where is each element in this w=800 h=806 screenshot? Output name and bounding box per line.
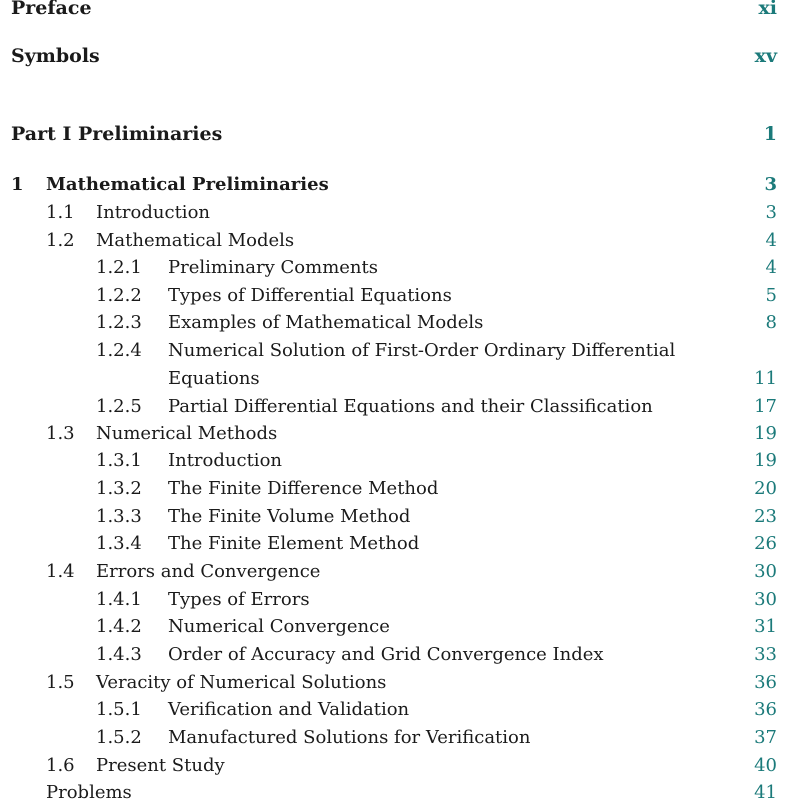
toc-entry-number: 1.5.1	[96, 699, 142, 720]
toc-entry-title: Problems	[46, 782, 132, 803]
toc-entry-number: 1.2.5	[96, 396, 142, 417]
toc-entry-title: Partial Differential Equations and their Classification	[168, 396, 653, 417]
toc-page-number[interactable]: 30	[754, 561, 777, 582]
toc-entry-1-2-4-continued[interactable]	[0, 366, 800, 392]
toc-entry-chapter-1[interactable]	[0, 172, 800, 198]
toc-entry-1-2-3[interactable]	[0, 310, 800, 336]
toc-entry-1-3[interactable]	[0, 421, 800, 447]
toc-entry-symbols[interactable]	[0, 43, 800, 69]
toc-entry-number: 1.6	[46, 755, 75, 776]
toc-entry-number: 1.3.3	[96, 506, 142, 527]
toc-page-number[interactable]: 26	[754, 533, 777, 554]
toc-entry-title: Numerical Convergence	[168, 616, 390, 637]
toc-page-number[interactable]: 41	[754, 782, 777, 803]
toc-entry-1-5-2[interactable]	[0, 725, 800, 751]
toc-entry-title-continued: Equations	[168, 368, 260, 389]
toc-page-number[interactable]: 17	[754, 396, 777, 417]
toc-entry-number: 1.2.2	[96, 285, 142, 306]
toc-entry-number: 1.2	[46, 230, 75, 251]
toc-page-number[interactable]: 31	[754, 616, 777, 637]
toc-page-number[interactable]: 36	[754, 672, 777, 693]
toc-entry-title: Verification and Validation	[168, 699, 410, 720]
toc-page-number[interactable]: xv	[754, 45, 777, 67]
toc-entry-1-4-2[interactable]	[0, 614, 800, 640]
toc-entry-part-1[interactable]	[0, 121, 800, 147]
toc-entry-title: Veracity of Numerical Solutions	[96, 672, 387, 693]
toc-entry-1-2-2[interactable]	[0, 283, 800, 309]
toc-page-number[interactable]: 4	[765, 257, 777, 278]
toc-entry-title: Numerical Methods	[96, 423, 278, 444]
toc-page-number[interactable]: 30	[754, 589, 777, 610]
toc-entry-title: Mathematical Models	[96, 230, 295, 251]
toc-entry-title: The Finite Volume Method	[168, 506, 411, 527]
toc-entry-number: 1	[11, 174, 24, 195]
toc-entry-number: 1.2.4	[96, 340, 142, 361]
toc-entry-1-5-1[interactable]	[0, 697, 800, 723]
toc-entry-1-3-3[interactable]	[0, 504, 800, 530]
toc-entry-1-5[interactable]	[0, 670, 800, 696]
toc-entry-title: Errors and Convergence	[96, 561, 321, 582]
toc-entry-title: Present Study	[96, 755, 225, 776]
toc-entry-title: Introduction	[168, 450, 282, 471]
toc-entry-problems[interactable]	[0, 780, 800, 806]
toc-page-number[interactable]: 3	[765, 202, 777, 223]
toc-entry-number: 1.4.2	[96, 616, 142, 637]
toc-entry-1-2-1[interactable]	[0, 255, 800, 281]
toc-entry-number: 1.3.4	[96, 533, 142, 554]
toc-page-number[interactable]: 40	[754, 755, 777, 776]
toc-entry-title: Manufactured Solutions for Verification	[168, 727, 531, 748]
toc-entry-title: Types of Errors	[168, 589, 310, 610]
toc-page-number[interactable]: 37	[754, 727, 777, 748]
toc-entry-number: 1.1	[46, 202, 75, 223]
toc-entry-number: 1.4	[46, 561, 75, 582]
toc-entry-number: 1.4.1	[96, 589, 142, 610]
toc-entry-number: 1.2.1	[96, 257, 142, 278]
toc-entry-1-3-2[interactable]	[0, 476, 800, 502]
toc-page-number[interactable]: xi	[758, 0, 777, 19]
toc-page-number[interactable]: 3	[764, 174, 777, 195]
toc-entry-1-4[interactable]	[0, 559, 800, 585]
toc-entry-title: Examples of Mathematical Models	[168, 312, 484, 333]
toc-entry-title: Preliminary Comments	[168, 257, 378, 278]
toc-entry-1-4-3[interactable]	[0, 642, 800, 668]
toc-entry-title: Part I Preliminaries	[11, 123, 223, 145]
toc-entry-1-1[interactable]	[0, 200, 800, 226]
toc-entry-title: Preface	[11, 0, 92, 19]
toc-entry-number: 1.2.3	[96, 312, 142, 333]
toc-entry-number: 1.3	[46, 423, 75, 444]
toc-entry-1-4-1[interactable]	[0, 587, 800, 613]
toc-entry-number: 1.5	[46, 672, 75, 693]
toc-page-number[interactable]: 20	[754, 478, 777, 499]
toc-entry-title: The Finite Difference Method	[168, 478, 439, 499]
toc-entry-1-2-5[interactable]	[0, 394, 800, 420]
toc-entry-1-2[interactable]	[0, 228, 800, 254]
toc-entry-number: 1.4.3	[96, 644, 142, 665]
toc-entry-title: Introduction	[96, 202, 210, 223]
toc-page-number[interactable]: 23	[754, 506, 777, 527]
toc-entry-title: Mathematical Preliminaries	[46, 174, 329, 195]
toc-entry-preface[interactable]	[0, 0, 800, 21]
toc-page-number[interactable]: 33	[754, 644, 777, 665]
toc-page-number[interactable]: 4	[765, 230, 777, 251]
toc-entry-title: Numerical Solution of First-Order Ordinary Differential	[168, 340, 676, 361]
toc-entry-title: Symbols	[11, 45, 100, 67]
toc-entry-title: Types of Differential Equations	[168, 285, 452, 306]
toc-page-number[interactable]: 5	[765, 285, 777, 306]
toc-page-number[interactable]: 11	[754, 368, 777, 389]
toc-page-number[interactable]: 19	[754, 450, 777, 471]
toc-entry-title: The Finite Element Method	[168, 533, 420, 554]
toc-page-number[interactable]: 19	[754, 423, 777, 444]
toc-entry-1-6[interactable]	[0, 753, 800, 779]
toc-entry-number: 1.5.2	[96, 727, 142, 748]
toc-page-number[interactable]: 36	[754, 699, 777, 720]
toc-entry-number: 1.3.2	[96, 478, 142, 499]
toc-page-number[interactable]: 1	[763, 123, 777, 145]
toc-entry-1-2-4[interactable]	[0, 338, 800, 364]
toc-entry-1-3-1[interactable]	[0, 448, 800, 474]
toc-page-number[interactable]: 8	[765, 312, 777, 333]
toc-entry-1-3-4[interactable]	[0, 531, 800, 557]
toc-entry-number: 1.3.1	[96, 450, 142, 471]
toc-entry-title: Order of Accuracy and Grid Convergence Index	[168, 644, 604, 665]
